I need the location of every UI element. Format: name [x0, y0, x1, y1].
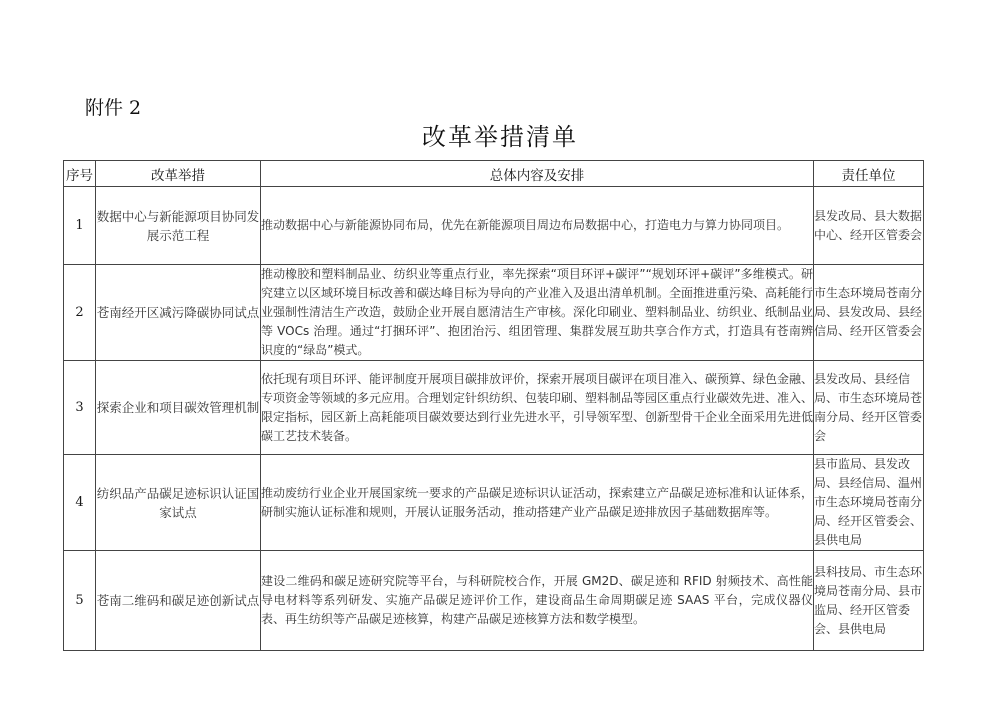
- row-content: 推动橡胶和塑料制品业、纺织业等重点行业，率先探索“项目环评+碳评”“规划环评+碳评”多维模式。研究建立以区域环境目标改善和碳达峰目标为导向的产业准入及退出清单机制。全面推进重污染、高耗能行业强制性清洁生产改造，鼓励企业开展自愿清洁生产审核。深化印刷业、塑料制品业、纺织业、纸制品业等 VOCs 治理。通过“打捆环评”、抱团治污、组团管理、集群发展互助共享合作方式，打造具有苍南辨识度的“绿岛”模式。: [261, 265, 814, 361]
- row-unit: 县市监局、县发改局、县经信局、温州市生态环境局苍南分局、经开区管委会、县供电局: [814, 455, 924, 551]
- row-unit: 市生态环境局苍南分局、县发改局、县经信局、经开区管委会: [814, 265, 924, 361]
- table-row: [64, 187, 924, 265]
- row-unit: 县发改局、县经信局、市生态环境局苍南分局、经开区管委会: [814, 361, 924, 455]
- table-row: [64, 361, 924, 455]
- row-unit: 县发改局、县大数据中心、经开区管委会: [814, 187, 924, 265]
- attachment-label: 附件 2: [85, 97, 142, 119]
- row-unit: 县科技局、市生态环境局苍南分局、县市监局、经开区管委会、县供电局: [814, 551, 924, 651]
- document-title: 改革举措清单: [422, 123, 578, 151]
- row-measure: 纺织品产品碳足迹标识认证国家试点: [96, 455, 261, 551]
- row-measure: 探索企业和项目碳效管理机制: [96, 361, 261, 455]
- row-number: 4: [64, 455, 96, 551]
- row-measure: 数据中心与新能源项目协同发展示范工程: [96, 187, 261, 265]
- row-number: 2: [64, 265, 96, 361]
- row-content: 推动废纺行业企业开展国家统一要求的产品碳足迹标识认证活动，探索建立产品碳足迹标准和认证体系，研制实施认证标准和规则，开展认证服务活动，推动搭建产业产品碳足迹排放因子基础数据库等。: [261, 455, 814, 551]
- table-row: [64, 551, 924, 651]
- header-no: 序号: [64, 161, 96, 187]
- reform-measures-table: [63, 160, 924, 651]
- row-measure: 苍南二维码和碳足迹创新试点: [96, 551, 261, 651]
- row-content: 推动数据中心与新能源协同布局，优先在新能源项目周边布局数据中心，打造电力与算力协同项目。: [261, 187, 814, 265]
- row-content: 依托现有项目环评、能评制度开展项目碳排放评价，探索开展项目碳评在项目准入、碳预算、绿色金融、专项资金等领域的多元应用。合理划定针织纺织、包装印刷、塑料制品等园区重点行业碳效先进、准入、限定指标，园区新上高耗能项目碳效要达到行业先进水平，引导领军型、创新型骨干企业全面采用先进低碳工艺技术装备。: [261, 361, 814, 455]
- row-measure: 苍南经开区减污降碳协同试点: [96, 265, 261, 361]
- header-unit: 责任单位: [814, 161, 924, 187]
- header-content: 总体内容及安排: [261, 161, 814, 187]
- row-content: 建设二维码和碳足迹研究院等平台，与科研院校合作，开展 GM2D、碳足迹和 RFID 射频技术、高性能导电材料等系列研发、实施产品碳足迹评价工作，建设商品生命周期碳足迹 SAAS 平台，完成仪器仪表、再生纺织等产品碳足迹核算，构建产品碳足迹核算方法和数学模型。: [261, 551, 814, 651]
- table-row: [64, 455, 924, 551]
- table-row: [64, 265, 924, 361]
- table-header-row: [64, 161, 924, 187]
- row-number: 1: [64, 187, 96, 265]
- header-measure: 改革举措: [96, 161, 261, 187]
- row-number: 5: [64, 551, 96, 651]
- row-number: 3: [64, 361, 96, 455]
